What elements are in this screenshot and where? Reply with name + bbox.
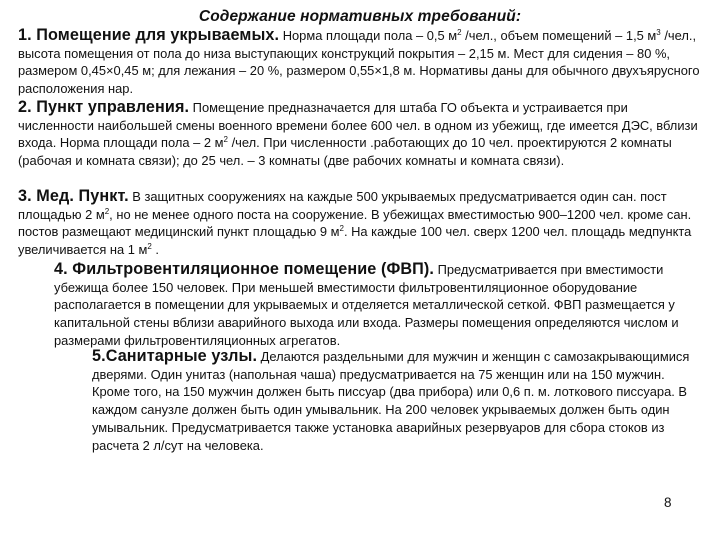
section-control-point	[18, 99, 706, 170]
section-text: /чел., объем помещений – 1,5 м	[461, 28, 657, 43]
section-heading: 3. Мед. Пункт.	[18, 187, 129, 205]
section-sanitary-units	[92, 348, 696, 454]
section-text: Делаются раздельными для мужчин и женщин с самозакрывающимися дверями. Один унитаз (напольная чаша) предусматривается на 75 женщин или на 150 мужчин. Кроме того, на 150 мужчин должен быть писсуар (два прибора) или 0,6 п. м. лоткового писсуара. В каждом санузле должен быть один умывальник. На 200 человек укрываемых должен быть один умывальник. Предусматривается также установка аварийных резервуаров для сбора стоков из расчета 2 л/сут на человека.	[92, 349, 690, 453]
section-heading: 1. Помещение для укрываемых.	[18, 26, 280, 44]
superscript: 3	[656, 28, 661, 37]
slide-title: Содержание нормативных требований:	[198, 8, 522, 25]
section-text: Предусматривается при вместимости убежища более 150 человек. При меньшей вместимости фильтровентиляционное оборудование располагается в помещении для укрываемых и отделяется металлической сеткой. ФВП размещается у капитальной стены вблизи аварийного выхода или входа. Размеры помещения определяются числом и размерами фильтровентиляционных агрегатов.	[54, 262, 679, 348]
page-number: 8	[664, 495, 672, 510]
superscript: 2	[223, 135, 228, 145]
superscript: 2	[339, 224, 344, 234]
section-text: В защитных сооружениях на каждые 500 укрываемых предусматривается один сан. пост площадью 2 м	[18, 189, 667, 222]
section-text: Помещение предназначается для штаба ГО объекта и устраивается при численности наибольшей смены военного времени более 600 чел. в одном из убежищ, где имеется ДЭС, вблизи входа. Норма площади пола – 2 м	[18, 100, 698, 151]
section-medical-point	[18, 188, 708, 259]
section-shelter-room	[18, 27, 708, 98]
section-heading: 2. Пункт управления.	[18, 98, 190, 116]
superscript: 2	[457, 28, 462, 37]
section-text: . На каждые 100 чел. сверх 1200 чел. площадь медпункта увеличивается на 1 м	[18, 224, 692, 258]
section-heading: 5.Санитарные узлы.	[92, 347, 258, 365]
superscript: 2	[147, 242, 152, 252]
section-text: , но не менее одного поста на сооружение. В убежищах вместимостью 900–1200 чел. кроме сан. постов размещают медицинский пункт площадью 9 м	[18, 206, 692, 240]
section-heading: 4. Фильтровентиляционное помещение (ФВП).	[54, 260, 434, 278]
section-filter-ventilation-room	[54, 261, 704, 350]
section-text: /чел., высота помещения от пола до низа выступающих конструкций покрытия – 2,15 м. Мест для сидения – 80 %, размером 0,45×0,45 м; для лежания – 20 %, размером 0,55×1,8 м. Нормативы даны для обычного двухъярусного расположения нар.	[18, 28, 700, 97]
section-text: /чел. При численности .работающих до 10 чел. проектируются 2 комнаты (рабочая и комната связи); до 25 чел. – 3 комнаты (две рабочих комнаты и комната связи).	[18, 135, 672, 169]
superscript: 2	[104, 206, 110, 216]
section-text: .	[151, 242, 160, 258]
section-text: Норма площади пола – 0,5 м	[279, 28, 458, 43]
